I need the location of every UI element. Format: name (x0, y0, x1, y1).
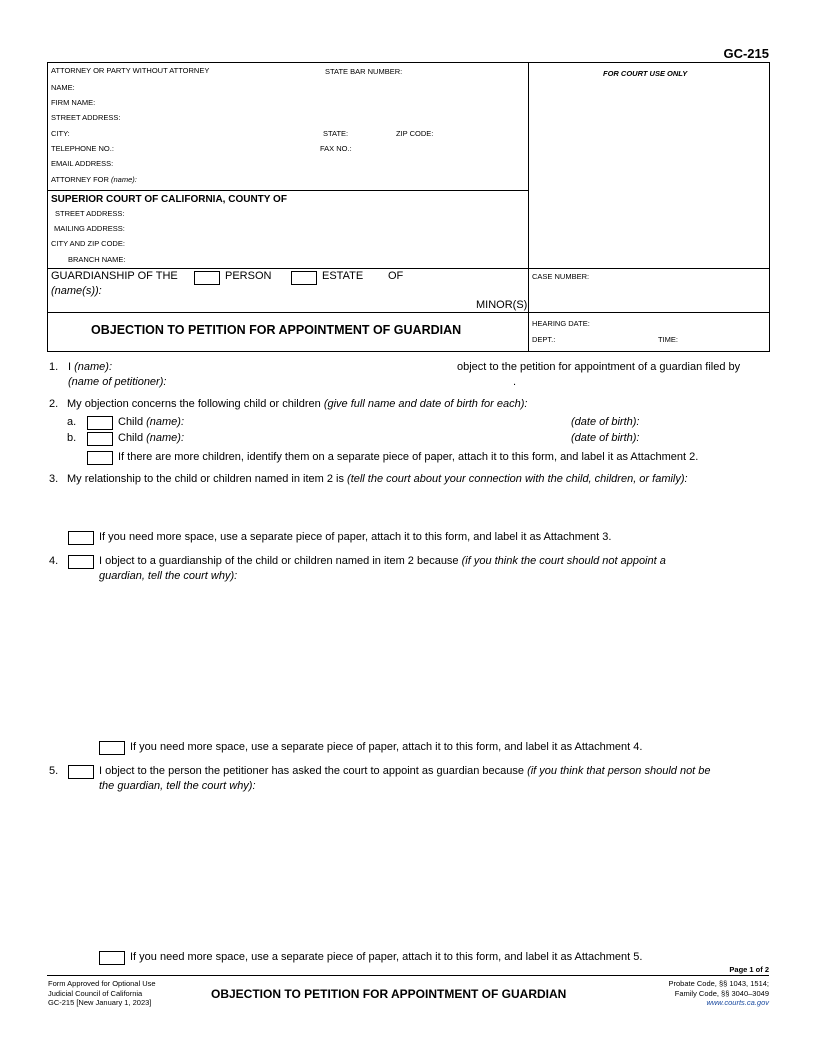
form-title: OBJECTION TO PETITION FOR APPOINTMENT OF GUARDIAN (91, 323, 462, 337)
item4-text-line2: guardian, tell the court why): (99, 570, 238, 582)
firm-label: FIRM NAME: (51, 98, 96, 107)
phone-label: TELEPHONE NO.: (51, 144, 114, 153)
hearing-date-label: HEARING DATE: (532, 319, 590, 328)
courts-website-link[interactable]: www.courts.ca.gov (706, 998, 769, 1007)
item3-more-text: If you need more space, use a separate piece of paper, attach it to this form, and label it as Attachment 3. (99, 531, 612, 543)
item2b-child-label: Child (name): (118, 432, 185, 444)
fax-label: FAX NO.: (320, 144, 352, 153)
item5-text-line2: the guardian, tell the court why): (99, 780, 256, 792)
name-label: NAME: (51, 83, 75, 92)
item1-object-text: object to the petition for appointment of a guardian filed by (457, 361, 741, 373)
dept-label: DEPT.: (532, 335, 556, 344)
item1-petitioner-label: (name of petitioner): (68, 376, 167, 388)
state-label: STATE: (323, 129, 349, 138)
person-label: PERSON (225, 270, 272, 282)
zip-label: ZIP CODE: (396, 129, 434, 138)
court-branch-label: BRANCH NAME: (68, 255, 126, 264)
city-label: CITY: (51, 129, 70, 138)
item4-checkbox[interactable] (68, 555, 94, 569)
attorney-label: ATTORNEY OR PARTY WITHOUT ATTORNEY (51, 66, 210, 75)
court-street-label: STREET ADDRESS: (55, 209, 125, 218)
person-checkbox[interactable] (194, 271, 220, 285)
item2-more-checkbox[interactable] (87, 451, 113, 465)
footer-codes: Probate Code, §§ 1043, 1514; Family Code, §§ 3040–3049 www.courts.ca.gov (668, 979, 769, 1007)
item1-period: . (513, 376, 517, 388)
item2b-checkbox[interactable] (87, 432, 113, 446)
caption-box (47, 62, 770, 352)
email-label: EMAIL ADDRESS: (51, 159, 114, 168)
court-mailing-label: MAILING ADDRESS: (54, 224, 125, 233)
item5-number: 5. (49, 765, 59, 777)
item4-more-checkbox[interactable] (99, 741, 125, 755)
item2b-dob-label: (date of birth): (571, 432, 640, 444)
item5-checkbox[interactable] (68, 765, 94, 779)
item4-text: I object to a guardianship of the child or children named in item 2 because (if you think the court should not appoint a (99, 555, 666, 567)
estate-checkbox[interactable] (291, 271, 317, 285)
item3-more-checkbox[interactable] (68, 531, 94, 545)
item4-more-text: If you need more space, use a separate piece of paper, attach it to this form, and label it as Attachment 4. (130, 741, 643, 753)
item5-more-text: If you need more space, use a separate piece of paper, attach it to this form, and label it as Attachment 5. (130, 951, 643, 963)
court-title: SUPERIOR COURT OF CALIFORNIA, COUNTY OF (51, 194, 287, 205)
attorney-for: ATTORNEY FOR (name): (51, 175, 137, 184)
item2a-letter: a. (67, 416, 77, 428)
item2a-checkbox[interactable] (87, 416, 113, 430)
guardianship-label: GUARDIANSHIP OF THE (51, 270, 178, 282)
estate-label: ESTATE (322, 270, 364, 282)
footer-approval: Form Approved for Optional Use Judicial Council of California GC-215 [New January 1, 2023] (48, 979, 156, 1007)
item3-number: 3. (49, 473, 59, 485)
item1-number: 1. (49, 361, 59, 373)
item2-text: My objection concerns the following child or children (give full name and date of birth for each): (67, 398, 528, 410)
item5-more-checkbox[interactable] (99, 951, 125, 965)
time-label: TIME: (658, 335, 678, 344)
court-use-label: FOR COURT USE ONLY (603, 69, 688, 78)
item2b-letter: b. (67, 432, 77, 444)
page-number: Page 1 of 2 (729, 965, 769, 974)
of-label: OF (388, 270, 404, 282)
item2-number: 2. (49, 398, 59, 410)
case-number-label: CASE NUMBER: (532, 272, 590, 281)
item2a-child-label: Child (name): (118, 416, 185, 428)
form-number: GC-215 (723, 46, 769, 61)
item5-text: I object to the person the petitioner has asked the court to appoint as guardian because (if you think that person should not be (99, 765, 711, 777)
court-city-label: CITY AND ZIP CODE: (51, 239, 125, 248)
item2-more-text: If there are more children, identify them on a separate piece of paper, attach it to this form, and label it as Attachment 2. (118, 451, 699, 463)
footer-rule (47, 975, 769, 976)
state-bar-label: STATE BAR NUMBER: (325, 67, 403, 76)
item2a-dob-label: (date of birth): (571, 416, 640, 428)
footer-title: OBJECTION TO PETITION FOR APPOINTMENT OF GUARDIAN (211, 987, 567, 1001)
names-label: (name(s)): (51, 285, 102, 297)
item3-text: My relationship to the child or children named in item 2 is (tell the court about your connection with the child, children, or family): (67, 473, 688, 485)
minors-label: MINOR(S) (476, 299, 528, 311)
street-label: STREET ADDRESS: (51, 113, 121, 122)
item4-number: 4. (49, 555, 59, 567)
item1-name-prompt: I (name): (68, 361, 113, 373)
